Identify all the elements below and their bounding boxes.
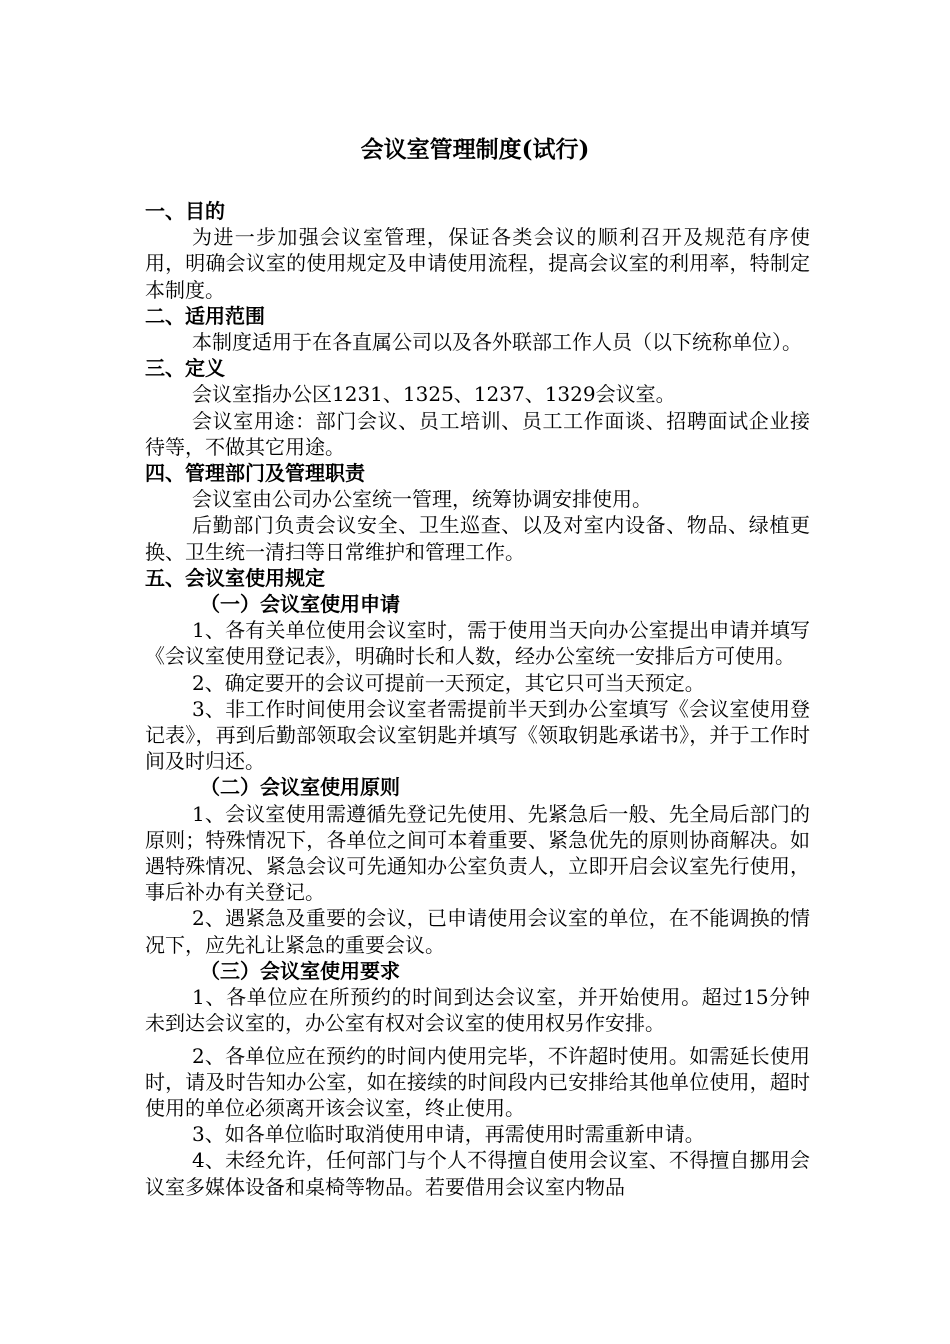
document-body	[145, 198, 810, 1200]
paragraph: 2、确定要开的会议可提前一天预定，其它只可当天预定。	[192, 670, 705, 695]
paragraph: 2、各单位应在预约的时间内使用完毕，不许超时使用。如需延长使用时，请及时告知办公室，如在接续的时间段内已安排给其他单位使用，超时使用的单位必须离开该会议室，终止使用。	[145, 1043, 810, 1120]
paragraph: 本制度适用于在各直属公司以及各外联部工作人员（以下统称单位）。	[192, 330, 802, 355]
section-heading-management: 四、管理部门及管理职责	[145, 461, 365, 486]
section-heading-scope: 二、适用范围	[145, 303, 265, 328]
paragraph: 3、非工作时间使用会议室者需提前半天到办公室填写《会议室使用登记表》，再到后勤部领取会议室钥匙并填写《领取钥匙承诺书》，并于工作时间及时归还。	[145, 696, 810, 774]
paragraph: 后勤部门负责会议安全、卫生巡查、以及对室内设备、物品、绿植更换、卫生统一清扫等日常维护和管理工作。	[145, 513, 810, 564]
paragraph: 会议室用途：部门会议、员工培训、员工工作面谈、招聘面试企业接待等，不做其它用途。	[145, 408, 810, 459]
paragraph: 会议室指办公区1231、1325、1237、1329会议室。	[192, 382, 676, 407]
subsection-heading-requirements: （三）会议室使用要求	[200, 958, 400, 983]
paragraph: 3、如各单位临时取消使用申请，再需使用时需重新申请。	[192, 1122, 705, 1147]
paragraph: 1、各有关单位使用会议室时，需于使用当天向办公室提出申请并填写《会议室使用登记表》，明确时长和人数，经办公室统一安排后方可使用。	[145, 618, 810, 669]
subsection-heading-principles: （二）会议室使用原则	[200, 775, 400, 800]
paragraph: 为进一步加强会议室管理，保证各类会议的顺利召开及规范有序使用，明确会议室的使用规定及申请使用流程，提高会议室的利用率，特制定本制度。	[145, 225, 810, 302]
paragraph: 1、各单位应在所预约的时间到达会议室，并开始使用。超过15分钟未到达会议室的，办公室有权对会议室的使用权另作安排。	[145, 985, 810, 1036]
document-title: 会议室管理制度(试行)	[360, 136, 590, 163]
paragraph: 2、遇紧急及重要的会议，已申请使用会议室的单位，在不能调换的情况下，应先礼让紧急的重要会议。	[145, 906, 810, 957]
subsection-heading-application: （一）会议室使用申请	[200, 592, 400, 617]
paragraph: 会议室由公司办公室统一管理，统筹协调安排使用。	[192, 487, 652, 512]
section-heading-definition: 三、定义	[145, 356, 225, 381]
paragraph: 1、会议室使用需遵循先登记先使用、先紧急后一般、先全局后部门的原则；特殊情况下，各单位之间可本着重要、紧急优先的原则协商解决。如遇特殊情况、紧急会议可先通知办公室负责人，立即开启会议室先行使用，事后补办有关登记。	[145, 801, 810, 905]
section-heading-rules: 五、会议室使用规定	[145, 565, 325, 590]
paragraph: 4、未经允许，任何部门与个人不得擅自使用会议室、不得擅自挪用会议室多媒体设备和桌椅等物品。若要借用会议室内物品	[145, 1148, 810, 1199]
section-heading-purpose: 一、目的	[145, 199, 225, 223]
